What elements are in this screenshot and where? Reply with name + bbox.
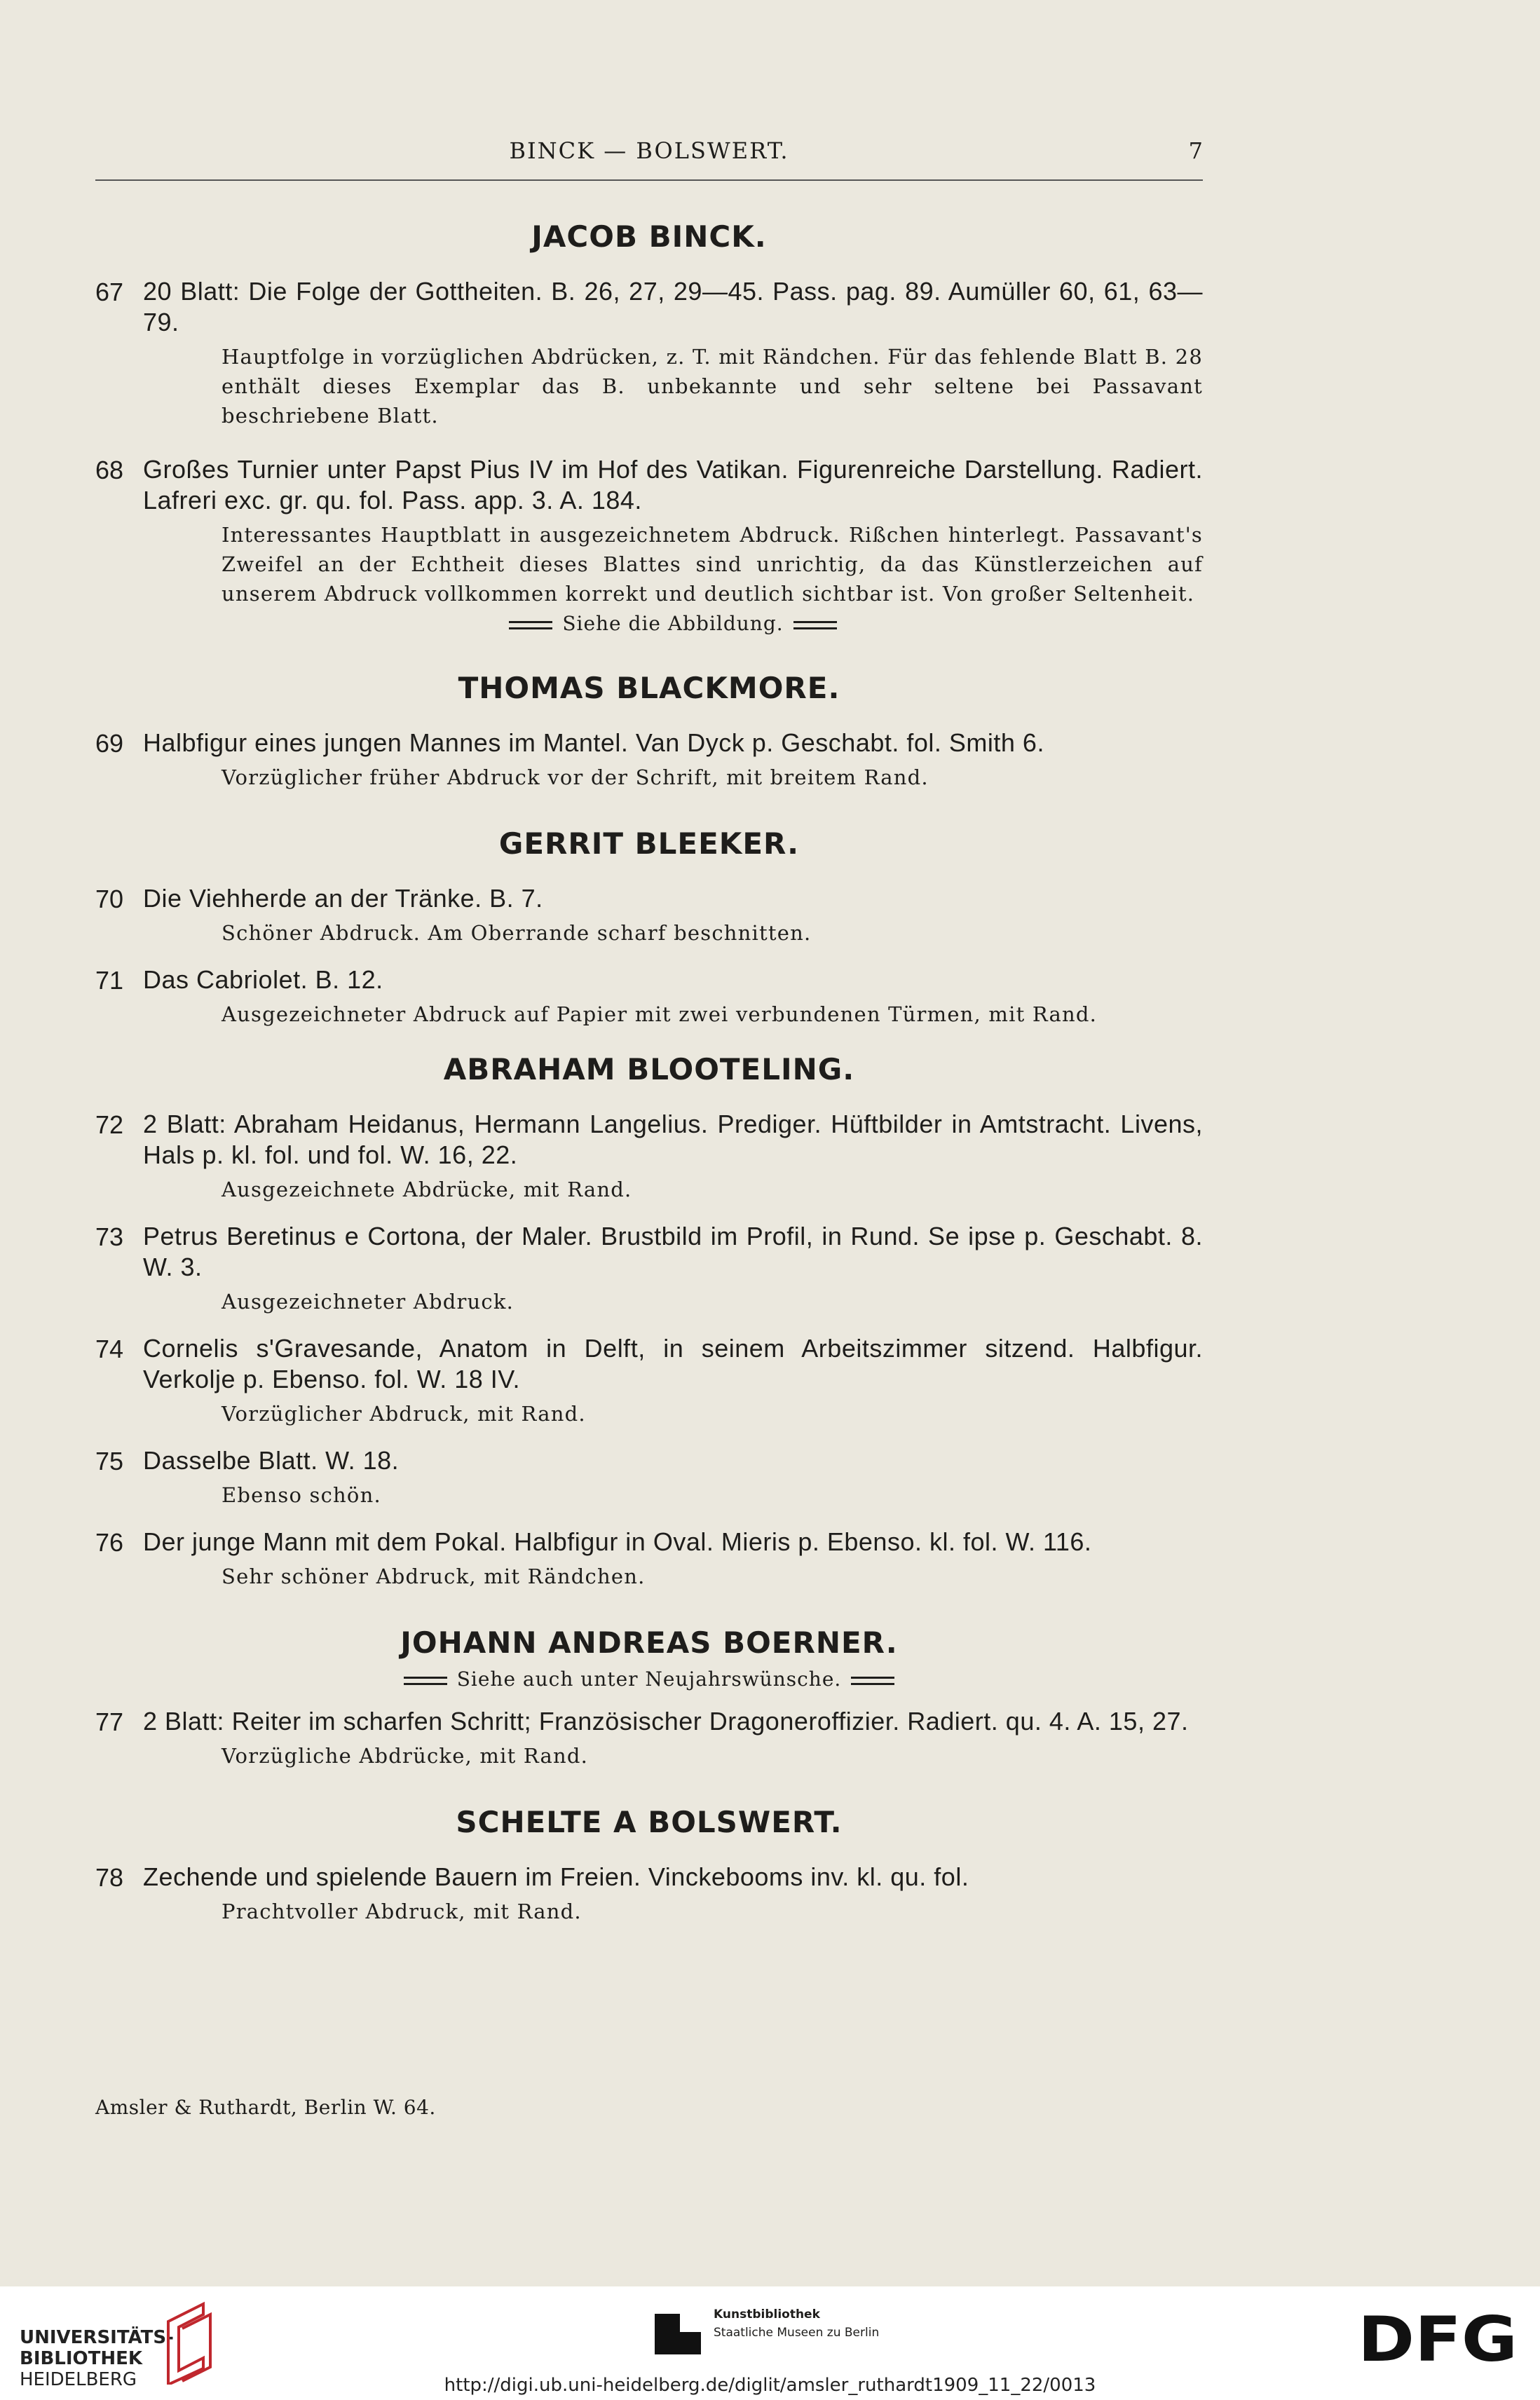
entry-title: Petrus Beretinus e Cortona, der Maler. Brustbild im Profil, in Rund. Se ipse p. Geschabt. 8. W. 3.: [143, 1222, 1203, 1281]
page-number: 7: [1188, 137, 1203, 164]
artist-heading: ABRAHAM BLOOTELING.: [443, 1052, 855, 1086]
double-rule-right: [793, 621, 837, 629]
entry-title: Die Viehherde an der Tränke. B. 7.: [143, 884, 543, 913]
entry-note: Vorzügliche Abdrücke, mit Rand.: [222, 1744, 589, 1768]
kunstbibliothek-mark-icon: [655, 2308, 701, 2354]
dfg-logo-text: DFG: [1358, 2306, 1518, 2369]
artist-heading: JACOB BINCK.: [531, 219, 767, 254]
catalog-entry: [95, 1706, 1203, 1771]
illustration-reference-text: Siehe die Abbildung.: [562, 612, 784, 635]
catalog-entry: [95, 964, 1203, 1029]
catalog-entry: [95, 1333, 1203, 1429]
catalog-entry: [95, 883, 1203, 948]
double-rule-left: [404, 1677, 447, 1685]
entry-note: Ausgezeichneter Abdruck.: [222, 1290, 515, 1314]
catalog-entry: [95, 728, 1203, 792]
ub-logo-line: HEIDELBERG: [20, 2369, 137, 2390]
catalog-entry: [95, 1221, 1203, 1316]
entry-title: Halbfigur eines jungen Mannes im Mantel. Van Dyck p. Geschabt. fol. Smith 6.: [143, 728, 1044, 757]
illustration-reference: [143, 611, 1203, 636]
digitization-footer: [0, 2286, 1540, 2400]
entry-number: 70: [95, 885, 124, 913]
entry-number: 76: [95, 1528, 124, 1557]
catalog-entry: [95, 1862, 1203, 1926]
entry-number: 67: [95, 278, 124, 306]
entry-note: Ausgezeichneter Abdruck auf Papier mit zwei verbundenen Türmen, mit Rand.: [222, 1002, 1098, 1026]
entry-number: 72: [95, 1110, 124, 1139]
ub-mark-icon: [161, 2300, 217, 2385]
artist-heading: GERRIT BLEEKER.: [498, 826, 800, 861]
dfg-logo[interactable]: [1358, 2306, 1519, 2369]
catalog-entry: [95, 454, 1203, 636]
catalog-entry: [95, 1445, 1203, 1510]
entry-title: 2 Blatt: Abraham Heidanus, Hermann Langelius. Prediger. Hüftbilder in Amtstracht. Livens, Hals p. kl. fol. und fol. W. 16, 22.: [143, 1110, 1203, 1169]
entry-number: 68: [95, 456, 124, 484]
artist-heading: SCHELTE A BOLSWERT.: [456, 1805, 843, 1839]
entry-title: Das Cabriolet. B. 12.: [143, 965, 383, 994]
entry-note: Interessantes Hauptblatt in ausgezeichnetem Abdruck. Rißchen hinterlegt. Passavant's Zweifel an der Echtheit dieses Blattes sind unrichtig, da das Künstlerzeichen auf unserem Abdruck vollkommen korrekt und deutlich sichtbar ist. Von großer Seltenheit.: [222, 523, 1203, 606]
entry-title: Zechende und spielende Bauern im Freien. Vinckebooms inv. kl. qu. fol.: [143, 1862, 969, 1891]
entry-note: Schöner Abdruck. Am Oberrande scharf beschnitten.: [222, 921, 812, 945]
permalink-url[interactable]: http://digi.ub.uni-heidelberg.de/diglit/amsler_ruthardt1909_11_22/0013: [444, 2375, 1096, 2396]
artist-heading: THOMAS BLACKMORE.: [458, 671, 840, 705]
catalog-content: [95, 217, 1203, 1943]
entry-title: Der junge Mann mit dem Pokal. Halbfigur in Oval. Mieris p. Ebenso. kl. fol. W. 116.: [143, 1527, 1092, 1556]
entry-note: Vorzüglicher Abdruck, mit Rand.: [222, 1402, 586, 1426]
entry-note: Ebenso schön.: [222, 1483, 381, 1507]
entry-title: 20 Blatt: Die Folge der Gottheiten. B. 26, 27, 29—45. Pass. pag. 89. Aumüller 60, 61, 63—79.: [143, 277, 1203, 336]
entry-note: Sehr schöner Abdruck, mit Rändchen.: [222, 1564, 646, 1588]
running-title: BINCK — BOLSWERT.: [509, 137, 789, 164]
entry-number: 78: [95, 1863, 124, 1892]
entry-title: Großes Turnier unter Papst Pius IV im Hof des Vatikan. Figurenreiche Darstellung. Radiert. Lafreri exc. gr. qu. fol. Pass. app. 3. A. 184.: [143, 455, 1203, 514]
ub-logo-line: BIBLIOTHEK: [20, 2348, 143, 2369]
entry-number: 74: [95, 1335, 124, 1363]
artist-heading: JOHANN ANDREAS BOERNER.: [400, 1625, 898, 1660]
entry-note: Vorzüglicher früher Abdruck vor der Schrift, mit breitem Rand.: [222, 765, 929, 789]
entry-number: 69: [95, 729, 124, 758]
cross-reference: [95, 1667, 1203, 1692]
entry-number: 73: [95, 1222, 124, 1251]
kb-line: Kunstbibliothek: [714, 2307, 820, 2321]
entry-number: 71: [95, 966, 124, 995]
entry-number: 77: [95, 1707, 124, 1736]
ub-logo-line: UNIVERSITÄTS-: [20, 2327, 174, 2348]
entry-title: 2 Blatt: Reiter im scharfen Schritt; Französischer Dragoneroffizier. Radiert. qu. 4. A. 15, 27.: [143, 1707, 1189, 1736]
entry-note: Hauptfolge in vorzüglichen Abdrücken, z. T. mit Rändchen. Für das fehlende Blatt B. 28 enthält dieses Exemplar das B. unbekannte und sehr seltene bei Passavant beschriebene Blatt.: [222, 345, 1203, 428]
kunstbibliothek-text: [714, 2305, 879, 2342]
cross-reference-text: Siehe auch unter Neujahrswünsche.: [456, 1668, 842, 1691]
catalog-entry: [95, 276, 1203, 430]
double-rule-left: [509, 621, 552, 629]
catalog-entry: [95, 1527, 1203, 1591]
entry-number: 75: [95, 1447, 124, 1475]
double-rule-right: [851, 1677, 894, 1685]
entry-note: Prachtvoller Abdruck, mit Rand.: [222, 1900, 582, 1923]
entry-note: Ausgezeichnete Abdrücke, mit Rand.: [222, 1178, 632, 1201]
entry-title: Cornelis s'Gravesande, Anatom in Delft, in seinem Arbeitszimmer sitzend. Halbfigur. Verkolje p. Ebenso. fol. W. 18 IV.: [143, 1334, 1203, 1393]
printer-imprint: Amsler & Ruthardt, Berlin W. 64.: [95, 2096, 436, 2119]
page-header: [95, 137, 1203, 171]
entry-title: Dasselbe Blatt. W. 18.: [143, 1446, 400, 1475]
catalog-entry: [95, 1109, 1203, 1204]
header-rule: [95, 179, 1203, 181]
kb-line: Staatliche Museen zu Berlin: [714, 2326, 880, 2340]
